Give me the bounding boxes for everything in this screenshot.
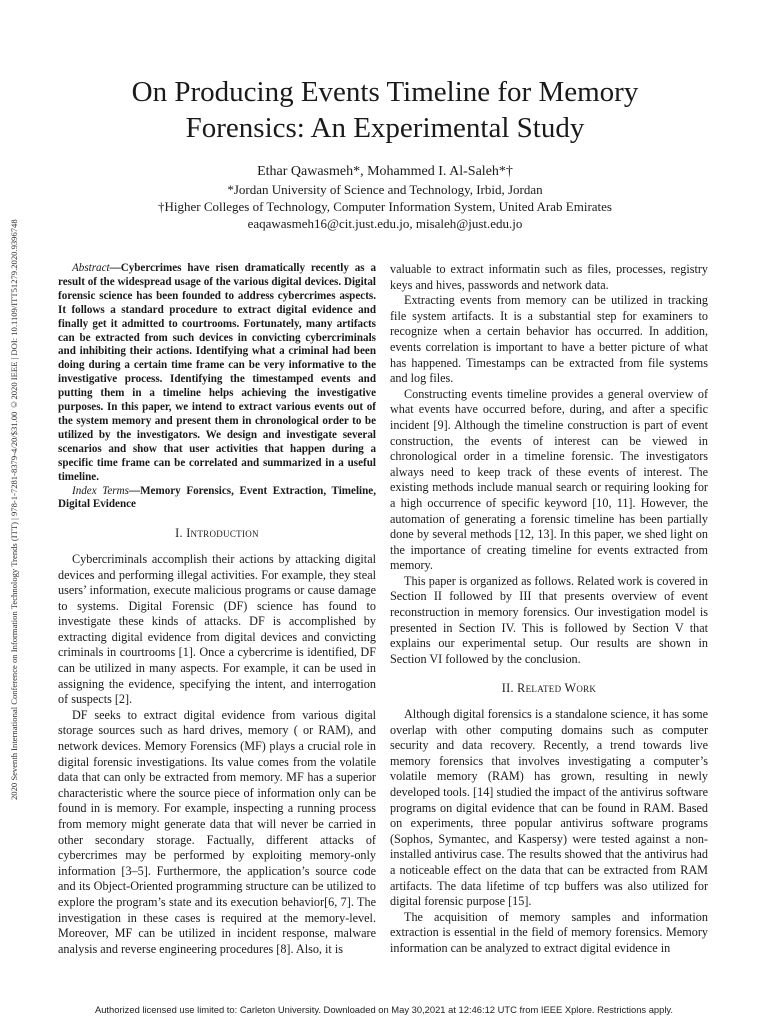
related-paragraph-1: Although digital forensics is a standalone science, it has some overlap with other computing domains such as computer security and data recovery. Recently, a trend towards live memory forensics that involves investigating a computer’s volatile memory (RAM) has grown, resulting in newly developed tools. [14] studied the impact of the antivirus software programs on digital evidence that can be found in RAM. Based on experiments, three popular antivirus software programs (Sophos, Symantec, and Kaspersy) were tested against a non-installed antivirus case. The results showed that the antivirus had a noticeable effect on the data that can be extracted from RAM artifacts. The data lifetime of tcp buffers was also utilized for digital forensic purpose [15]. [390,707,708,909]
section-heading-introduction: I. Introduction [175,526,259,541]
author-block [60,163,710,232]
intro-paragraph-6: This paper is organized as follows. Related work is covered in Section II followed by III that presents overview of event reconstruction in memory forensics. Our investigation model is presented in Section IV. This is followed by Section V that explains our experimental setup. Our results are shown in Section VI followed by the conclusion. [390,573,708,666]
abstract-text: —Cybercrimes have risen dramatically recently as a result of the widespread usage of the various digital devices. Digital forensic science has been founded to address cybercrimes aspects. It follows a standard procedure to extract digital evidence and finally get it admitted to courtrooms. Fortunately, many artifacts can be extracted from such devices in convicting cybercriminals and inhibiting their actions. Identifying what a criminal had been doing during a certain time frame can be very informative to the investigative process. Identifying the timestamped events and putting them in a timeline helps achieving the investigative purposes. In this paper, we intend to extract various events out of the system memory and present them in chronological order to be utilized by the investigators. We design and investigate several scenarios and show that user activities that happen during a specific time frame can be correlated and summarized in a useful timeline. [58,262,376,483]
section-heading-related-work: II. Related Work [501,681,597,696]
index-terms [58,485,376,513]
license-footer: Authorized licensed use limited to: Carleton University. Downloaded on May 30,2021 at 12:46:12 UTC from IEEE Xplore. Restrictions apply. [94,1004,674,1015]
abstract [58,262,376,485]
conference-side-note: 2020 Seventh International Conference on Information Technology Trends (ITT) | 978-1-7281-8379-4/20/$31.00 ©2020 IEEE | DOI: 10.1109/ITT51279.2020.9396748 [9,219,19,801]
abstract-label: Abstract [72,262,110,274]
paper-title [60,74,710,146]
intro-paragraph-4: Extracting events from memory can be utilized in tracking file system artifacts. It is a substantial step for examiners to recognize when a certain behavior has occurred. In addition, events correlation is important to have a better picture of what has happened. Timestamps can be extracted from file systems and log files. [390,293,708,386]
right-column [390,262,708,957]
affiliation-1: *Jordan University of Science and Technology, Irbid, Jordan [227,182,543,197]
intro-paragraph-5: Constructing events timeline provides a general overview of what events have occurred before, during, and after a specific incident [9]. Although the timeline construction is part of event construction, the events of interest can be viewed in chronological order in a timeline forensic. The investigators always need to keep track of these events of interest. The existing methods include manual search or requiring looking for a high occurrence of specific keyword [10, 11]. However, the automation of generating a forensic timeline has been partially done by several methods [12, 13]. In this paper, we shed light on the importance of creating timeline for events extracted from memory. [390,386,708,573]
index-terms-text: —Memory Forensics, Event Extraction, Timeline, Digital Evidence [58,484,376,511]
left-column [58,262,376,957]
intro-paragraph-2: DF seeks to extract digital evidence from various digital storage sources such as hard drives, memory ( or RAM), and network devices. Memory Forensics (MF) plays a crucial role in digital forensic investigations. Its value comes from the volatile data that can only be extracted from memory. MF has a superior characteristic where the source piece of information only can be found in is memory. For example, inspecting a running process from memory might generate data that will never be carried in other secondary storage. Factually, different attacks of cybercrimes may be performed by exploiting memory-only information [3–5]. Furthermore, the application’s source code and its Object-Oriented programming structure can be utilized to explore the program’s state and its execution behavior[6, 7]. The investigation in these cases is required at the memory-level. Moreover, MF can be utilized in incident response, malware analysis and reverse engineering procedures [8]. Also, it is [58,707,376,956]
title-line-2: Forensics: An Experimental Study [185,112,585,144]
affiliation-2: †Higher Colleges of Technology, Computer Information System, United Arab Emirates [157,199,612,214]
index-terms-label: Index Terms [72,484,129,497]
intro-paragraph-3: valuable to extract informatin such as files, processes, registry keys and hives, passwords and network data. [390,262,708,292]
title-line-1: On Producing Events Timeline for Memory [131,76,639,108]
author-emails: eaqawasmeh16@cit.just.edu.jo, misaleh@just.edu.jo [247,216,523,231]
intro-paragraph-1: Cybercriminals accomplish their actions by attacking digital devices and performing illegal activities. For example, they steal users’ information, execute malicious programs or cause damage to systems. Digital Forensic (DF) science has found to investigate these kinds of attacks. DF is accomplished by extracting digital evidence from digital devices and convicting criminals in courtrooms [1]. Once a cybercrime is identified, DF can be utilized in many aspects. For example, it can be used in assigning the evidence, specifying the intent, and interrogation of suspects [2]. [58,551,376,707]
author-names: Ethar Qawasmeh*, Mohammed I. Al-Saleh*† [257,164,513,179]
related-paragraph-2: The acquisition of memory samples and information extraction is essential in the field of memory forensics. Memory information can be analyzed to extract digital evidence in [390,909,708,955]
